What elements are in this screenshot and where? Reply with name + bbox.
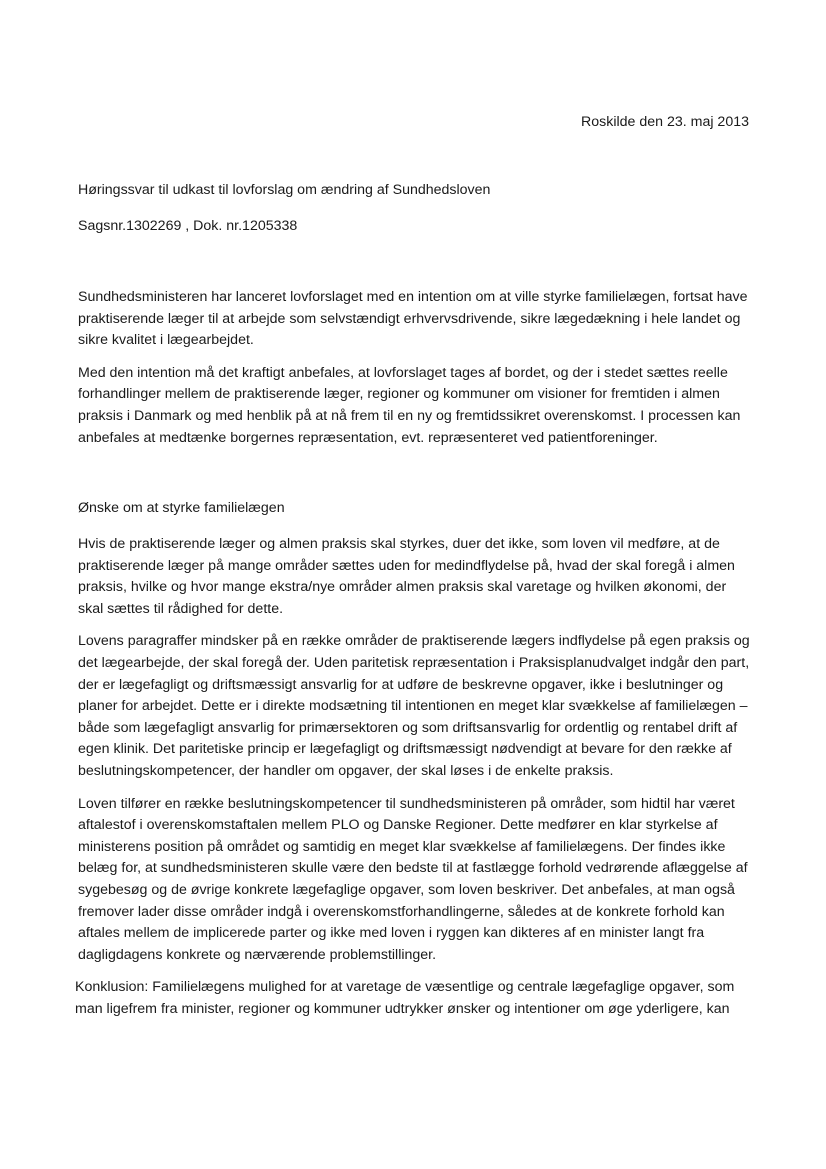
section-heading-text: Ønske om at styrke familielægen	[78, 500, 285, 516]
intro-paragraph-2: Med den intention må det kraftigt anbefales, at lovforslaget tages af bordet, og der i stedet sættes reelle forhandlinger mellem de praktiserende læger, regioner og kommuner om visioner for fremtiden i almen praksis i Danmark og med henblik på at nå frem til en ny og fremtidssikret overenskomst. I processen kan anbefales at medtænke borgernes repræsentation, evt. repræsenteret ved patientforeninger.	[78, 364, 741, 446]
intro-paragraph-1: Sundhedsministeren har lanceret lovforslaget med en intention om at ville styrke familielægen, fortsat have praktiserende læger til at arbejde som selvstændigt erhvervsdrivende, sikre lægedækning i hele landet og sikre kvalitet i lægearbejdet.	[78, 289, 748, 349]
body-paragraph-3: Loven tilfører en række beslutningskompetencer til sundhedsministeren på områder, som hidtil har været aftalestof i overenskomstaftalen mellem PLO og Danske Regioner. Dette medfører en klar styrkelse af ministerens position på området og samtidig en meget klar svækkelse af familielægens. Der findes ikke belæg for, at sundhedsministeren skulle være den bedste til at fastlægge forhold vedrørende aflæggelse af sygebesøg og de øvrige konkrete lægefaglige opgaver, som loven beskriver. Det anbefales, at man også fremover lader disse områder indgå i overenskomstforhandlingerne, således at de konkrete forhold kan aftales mellem de implicerede parter og ikke med loven i ryggen kan dikteres af en minister langt fra dagligdagens konkrete og nærværende problemstillinger.	[78, 795, 748, 963]
intro-section	[78, 287, 750, 449]
subject-text: Høringssvar til udkast til lovforslag om ændring af Sundhedsloven	[78, 182, 491, 198]
body-paragraph-1: Hvis de praktiserende læger og almen praksis skal styrkes, duer det ikke, som loven vil medføre, at de praktiserende læger på mange områder sættes uden for medindflydelse på, hvad der skal foregå i almen praksis, hvilke og hvor mange ekstra/nye områder almen praksis skal varetage og hvilken økonomi, der skal sættes til rådighed for dette.	[78, 536, 735, 617]
subject-line	[78, 180, 750, 202]
body-paragraph-2: Lovens paragraffer mindsker på en række områder de praktiserende lægers indflydelse på egen praksis og det lægearbejde, der skal foregå der. Uden paritetisk repræsentation i Praksisplanudvalget indgår den part, der er lægefagligt og driftsmæssigt ansvarlig for at udføre de beskrevne opgaver, ikke i beslutninger og planer for arbejdet. Dette er i direkte modsætning til intentionen en meget klar svækkelse af familielægen – både som lægefagligt ansvarlig for primærsektoren og som driftsansvarlig for ordentlig og rentabel drift af egen klinik. Det paritetiske princip er lægefagligt og driftsmæssigt nødvendigt at bevare for den række af beslutningskompetencer, der handler om opgaver, der skal løses i de enkelte praksis.	[78, 633, 750, 779]
section-body	[75, 534, 750, 1020]
case-number-text: Sagsnr.1302269 , Dok. nr.1205338	[78, 218, 298, 234]
date-line: Roskilde den 23. maj 2013	[581, 114, 749, 130]
body-paragraph-4: Konklusion: Familielægens mulighed for at varetage de væsentlige og centrale lægefaglige opgaver, som man ligefrem fra minister, regioner og kommuner udtrykker ønsker og intentioner om øge yderligere, kan	[75, 979, 735, 1017]
case-number	[78, 216, 750, 238]
section-heading	[78, 498, 750, 520]
